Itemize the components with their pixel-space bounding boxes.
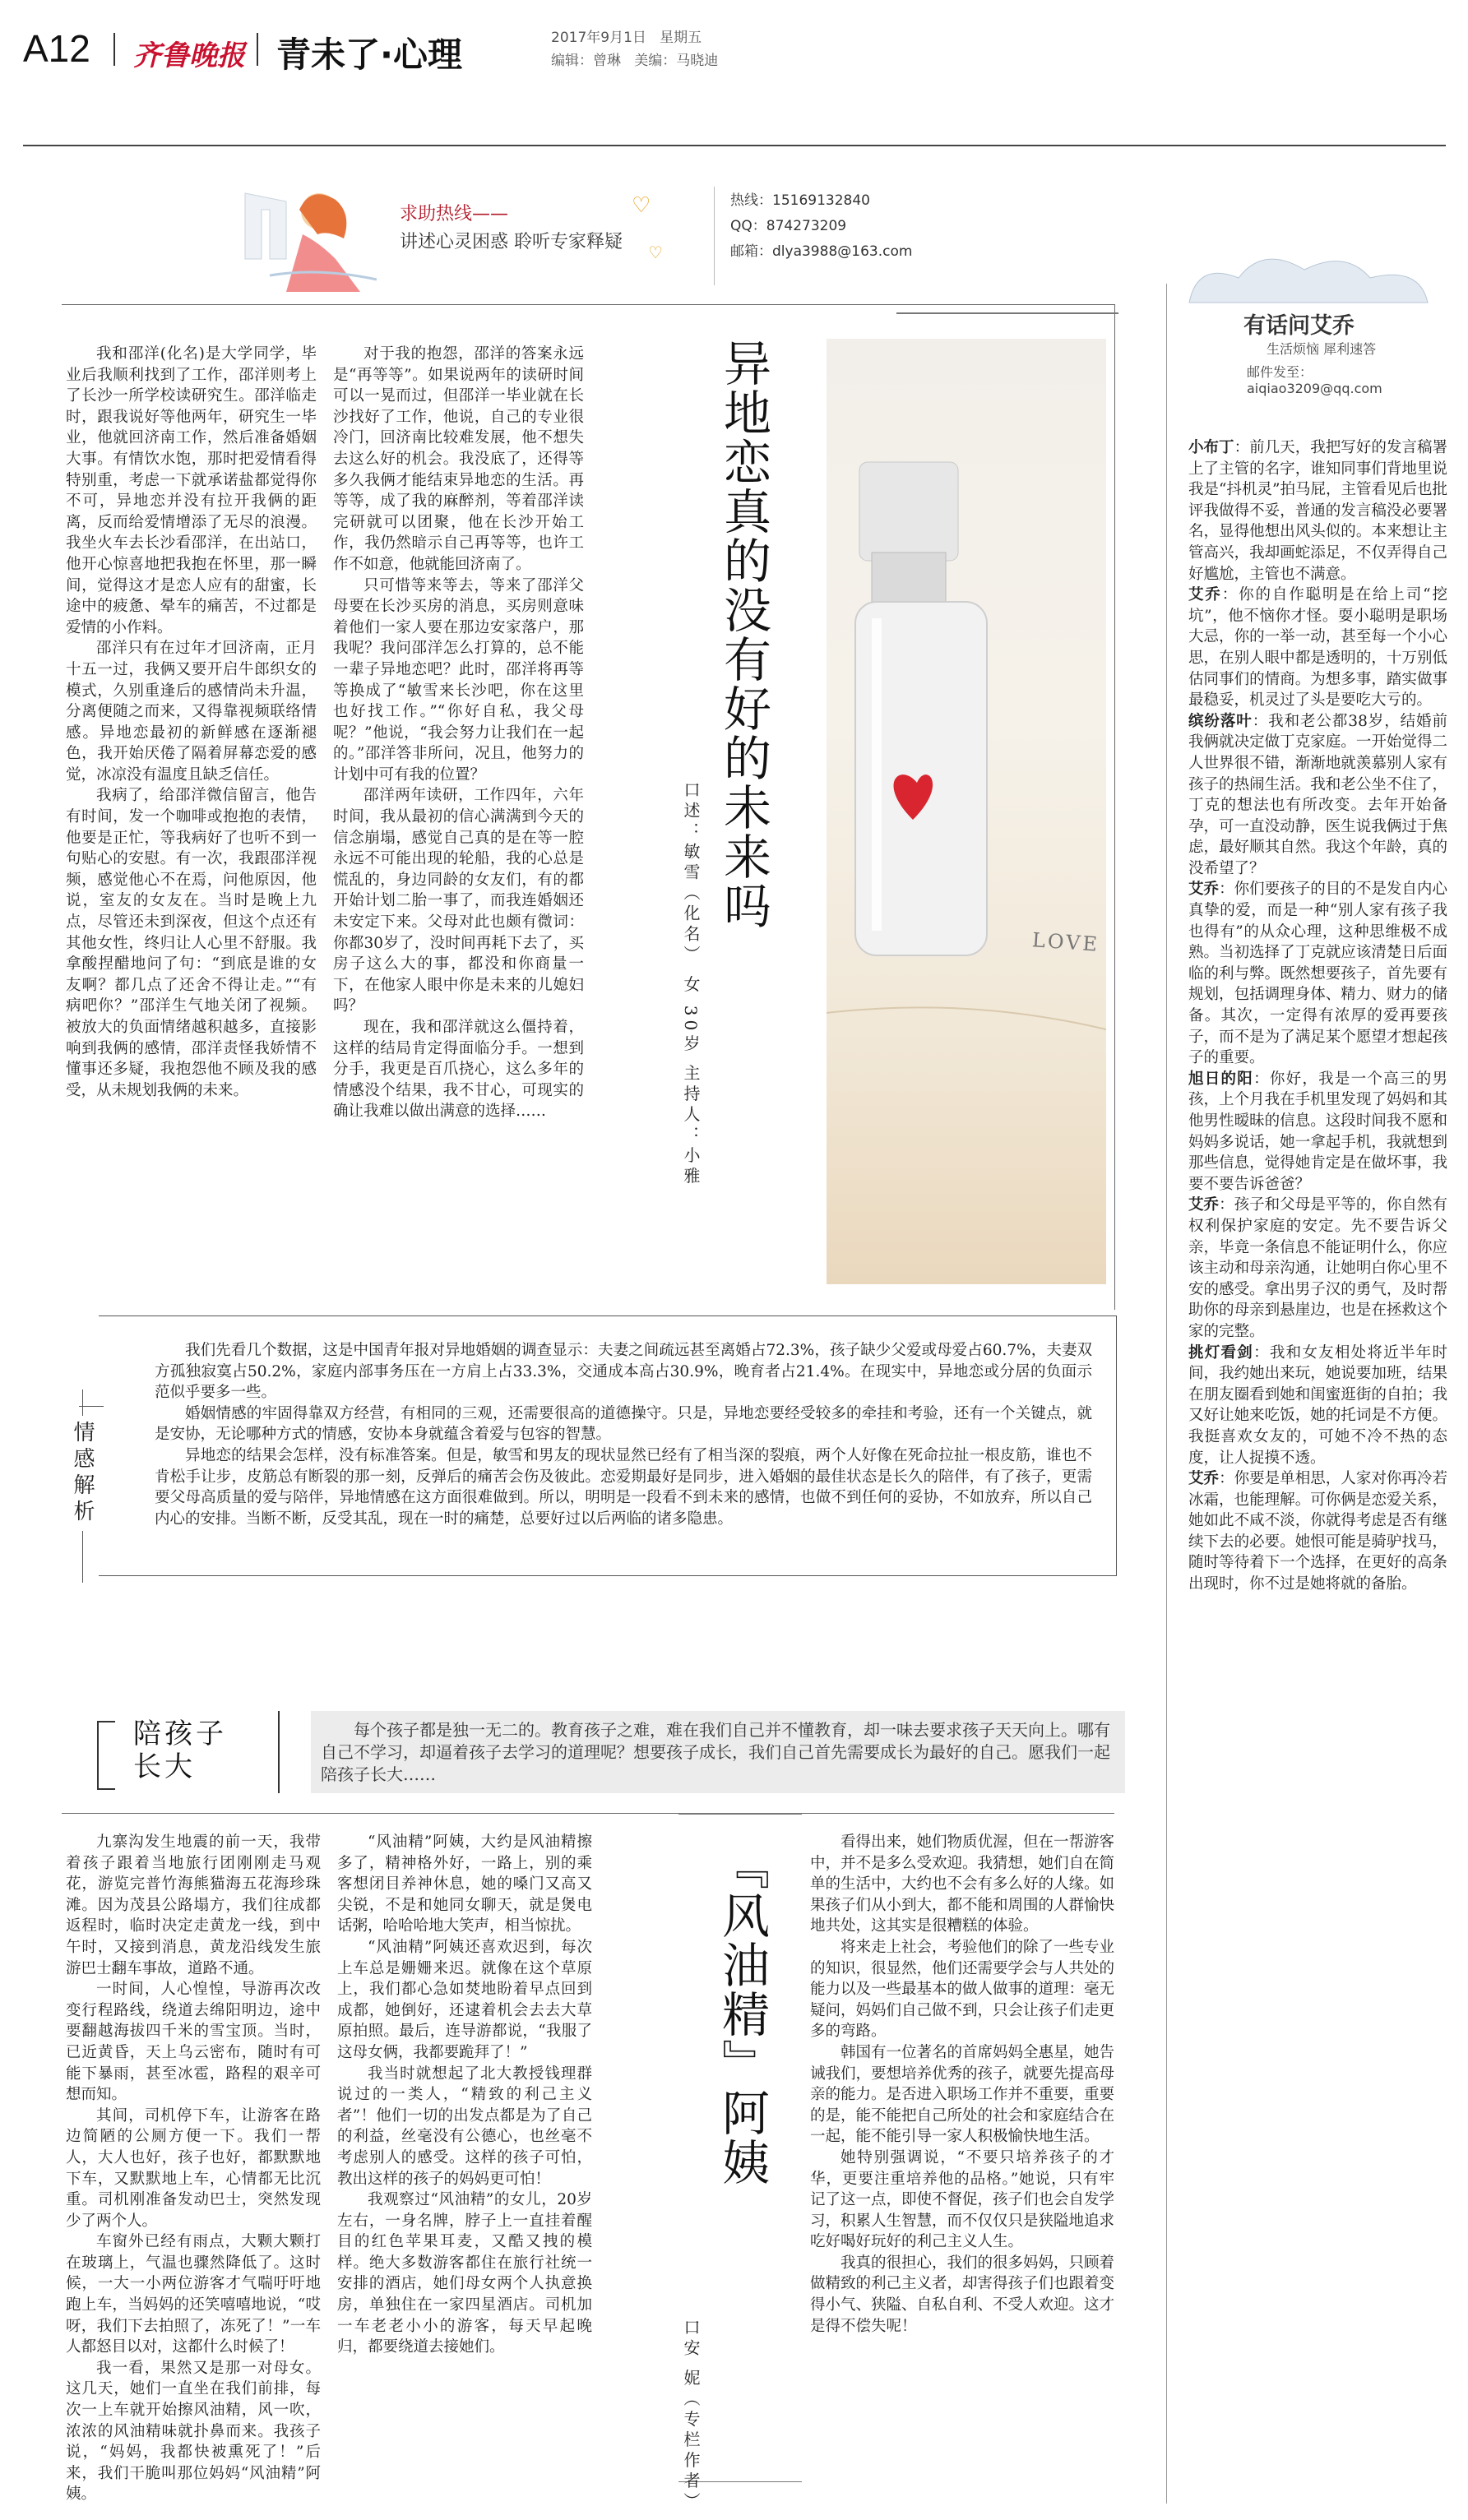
glass-bottle-image [827, 339, 1106, 1284]
heart-icon: ♡ [632, 193, 651, 218]
qa-item: 缤纷落叶：我和老公都38岁，结婚前我俩就决定做丁克家庭。一开始觉得二人世界很不错，渐渐地就羡慕别人家有孩子的热闹生活。我和老公坐不住了，丁克的想法也有所改变。去年开始备孕，可一直没动静，医生说我俩过于焦虑，最好顺其自然。我这个年龄，真的没希望了？ [1188, 712, 1447, 877]
story2-col1 [66, 1832, 321, 2505]
story2-paragraph: 车窗外已经有雨点，大颗大颗打在玻璃上，气温也骤然降低了。这时候，一大一小两位游客才气喘吁吁地跑上车，当妈妈的还笑嘻嘻地说，“哎呀，我们下去拍照了，冻死了！”一车人都怒目以对，这都什么时候了！ [66, 2233, 321, 2356]
story2-paragraph: “风油精”阿姨，大约是风油精擦多了，精神格外好，一路上，别的乘客想闭目养神休息，她的嗓门又高又尖锐，不是和她同女聊天，就是煲电话粥，哈哈哈地大笑声，相当惊扰。 [337, 1833, 592, 1935]
analysis-text [155, 1340, 1092, 1529]
qa-item: 旭日的阳：你好，我是一个高三的男孩，上个月我在手机里发现了妈妈和其他男性暧昧的信息。这段时间我不愿和妈妈多说话，她一拿起手机，我就想到那些信息，觉得她肯定是在做坏事，我要不要告诉爸爸？ [1188, 1070, 1447, 1193]
qa-item: 艾乔：孩子和父母是平等的，你自然有权利保护家庭的安定。先不要告诉父亲，毕竟一条信息不能证明什么，你应该主动和母亲沟通，让她明白你心里不安的感受。拿出男子汉的勇气，及时帮助你的母亲到悬崖边，也是在拯救这个家的完整。 [1188, 1196, 1447, 1340]
story2-paragraph: “风油精”阿姨还喜欢迟到，每次上车总是姗姗来迟。就像在这个草原上，我们都心急如焚地盼着早点回到成都，她倒好，还逮着机会去去大草原拍照。最后，连导游都说，“我服了这母女俩，我都要跪拜了！” [337, 1938, 592, 2061]
story2-paragraph: 看得出来，她们物质优渥，但在一帮游客中，并不是多么受欢迎。我猜想，她们自在简单的生活中，大约也不会有多么好的人缘。如果孩子们从小到大，都不能和周围的人群愉快地共处，这其实是很糟糕的体验。 [810, 1833, 1115, 1935]
parenting-intro: 每个孩子都是独一无二的。教育孩子之难，难在我们自己并不懂教育，却一味去要求孩子天天向上。哪有自己不学习，却逼着孩子去学习的道理呢？想要孩子成长，我们自己首先需要成长为最好的自己。愿我们一起陪孩子长大…… [321, 1720, 1110, 1784]
qa-item: 艾乔：你的自作聪明是在给上司“挖坑”，他不恼你才怪。耍小聪明是职场大忌，你的一举一动，甚至每一个小心思，在别人眼中都是透明的，十万别低估同事们的情商。为想多事，踏实做事最稳妥，机灵过了头是要吃大亏的。 [1188, 586, 1447, 710]
story1-title: 异地恋真的没有好的未来吗 [715, 339, 771, 931]
hotline-subtitle: 讲述心灵困惑 聆听专家释疑 [400, 232, 623, 252]
story1-paragraph: 邵洋两年读研，工作四年，六年时间，我从最初的信心满满到今天的信念崩塌，感觉自己真的是在等一腔永远不可能出现的轮船，我的心总是慌乱的，身边同龄的女友们，有的都开始计划二胎一事了，而我连婚姻还未安定下来。父母对此也颇有微词：你都30岁了，没时间再耗下去了，买房子这么大的事，都没和你商量一下，在他家人眼中你是未来的儿媳妇吗？ [333, 787, 584, 1015]
column-tags: 生活烦恼 犀利速答 [1267, 341, 1377, 357]
story2-paragraph: 我真的很担心，我们的很多妈妈，只顾着做精致的利己主义者，却害得孩子们也跟着变得小气、狭隘、自私自利、不受人欢迎。这才是得不偿失呢！ [810, 2254, 1115, 2335]
parenting-label: 陪孩子长大 [133, 1718, 227, 1783]
parenting-banner [97, 1706, 1121, 1801]
sidebar-header [1174, 238, 1446, 428]
analysis-label: 情感解析 [67, 1416, 98, 1531]
sidebar-divider [1166, 284, 1167, 2504]
story1-paragraph: 我病了，给邵洋微信留言，他告有时间，发一个咖啡或抱抱的表情，他要是正忙，等我病好了也听不到一句贴心的安慰。有一次，我跟邵洋视频，感觉他心不在焉，问他原因，他说，室友的女友在。当时是晚上九点，尽管还未到深夜，但这个点还有其他女性，终归让人心里不舒服。我拿酸捏醋地问了句：“到底是谁的女友啊？都几点了还舍不得让走。”“有病吧你？”邵洋生气地关闭了视频。被放大的负面情绪越积越多，直接影响到我俩的感情，邵洋责怪我娇情不懂事还多疑，我抱怨他不顾及我的感受，从未规划我俩的未来。 [66, 787, 317, 1099]
hotline-qq: QQ：874273209 [730, 218, 847, 234]
story1-photo [827, 339, 1106, 1284]
story1-paragraph: 只可惜等来等去，等来了邵洋父母要在长沙买房的消息，买房则意味着他们一家人要在那边安家落户，那我呢？我问邵洋怎么打算的，总不能一辈子异地恋吧？此时，邵洋将再等等换成了“敏雪来长沙吧，你在这里也好找工作。”“你好自私，我父母呢？”他说，“我会努力让我们在一起的。”邵洋答非所问，况且，他努力的计划中可有我的位置？ [333, 576, 584, 784]
analysis-paragraph: 异地恋的结果会怎样，没有标准答案。但是，敏雪和男友的现状显然已经有了相当深的裂痕，两个人好像在死命拉扯一根皮筋，谁也不肯松手让步，皮筋总有断裂的那一刻，反弹后的痛苦会伤及彼此。恋爱期最好是同步，进入婚姻的最佳状态是长久的陪伴，有了孩子，更需要父母高质量的爱与陪伴，异地情感在这方面很难做到。所以，明明是一段看不到未来的感情，也做不到任何的妥协，不如放弃，所以自己内心的安排。当断不断，反受其乱，现在一时的痛楚，总要好过以后两临的诸多隐患。 [155, 1446, 1092, 1528]
masthead-rule [23, 145, 1446, 146]
story1-byline: 口述：敏雪（化名） 女 30岁 主持人：小雅 [681, 781, 701, 1188]
analysis-paragraph: 婚姻情感的牢固得靠双方经营，有相同的三观，还需要很高的道德操守。只是，异地恋要经受较多的牵挂和考验，还有一个关键点，就是安协，无论哪种方式的情感，安协本身就蕴含着爱与包容的智慧。 [155, 1404, 1092, 1444]
newspaper-logo: 齐鲁晚报 [133, 39, 245, 72]
masthead [0, 0, 1468, 82]
story1-paragraph: 对于我的抱怨，邵洋的答案永远是“再等等”。如果说两年的读研时间可以一晃而过，但邵洋一毕业就在长沙找好了工作，他说，自己的专业很冷门，回济南比较难发展，他不想失去这么好的机会。我没底了，还得等多久我俩才能结束异地恋的生活。再等等，成了我的麻醉剂，等着邵洋读完研就可以团聚，他在长沙开始工作，我仍然暗示自己再等等，也许工作不如意，他就能回济南了。 [333, 345, 584, 573]
story2-paragraph: 我观察过“风油精”的女儿，20岁左右，一身名牌，脖子上一直挂着醒目的红色苹果耳麦，又酷又拽的模样。绝大多数游客都住在旅行社统一安排的酒店，她们母女两个人执意换房，单独住在一家四星酒店。司机加一车老老小小的游客，每天早起晚归，都要绕道去接她们。 [337, 2191, 592, 2356]
qa-item: 小布丁：前几天，我把写好的发言稿署上了主管的名字，谁知同事们背地里说我是“抖机灵”拍马屁，主管看见后也批评我做得不妥，普通的发言稿没必要署名，显得他想出风头似的。本来想让主管高兴，我却画蛇添足，不仅弄得自己好尴尬，主管也不满意。 [1188, 439, 1447, 583]
analysis-paragraph: 我们先看几个数据，这是中国青年报对异地婚姻的调查显示：夫妻之间疏远甚至离婚占72.3%，孩子缺少父爱或母爱占60.7%，夫妻双方孤独寂寞占50.2%，家庭内部事务压在一方肩上占33.3%，交通成本高占30.9%，晚育者占21.4%。在现实中，异地恋或分居的负面示范似乎要多一些。 [155, 1342, 1092, 1402]
story1-col2 [333, 344, 584, 1122]
story2-paragraph: 她特别强调说，“不要只培养孩子的才华，更要注重培养他的品格。”她说，只有牢记了这一点，即使不督促，孩子们也会自发学习，积累人生智慧，而不仅仅只是狭隘地追求吃好喝好玩好的利己主义人生。 [810, 2148, 1115, 2251]
qa-item: 挑灯看剑：我和女友相处将近半年时间，我约她出来玩，她说要加班，结果在朋友圈看到她和闺蜜逛街的自拍；我又好让她来吃饭，她的托词是不方便。我挺喜欢女友的，可她不冷不热的态度，让人捉摸不透。 [1188, 1343, 1447, 1467]
issue-date: 2017年9月1日 [551, 30, 646, 46]
story1-paragraph: 现在，我和邵洋就这么僵持着，这样的结局肯定得面临分手。一想到分手，我更是百爪挠心，这么多年的情感没个结果，我不甘心，可现实的确让我难以做出满意的选择…… [333, 1019, 584, 1121]
photo-love-text: LOVE [1031, 928, 1100, 956]
column-title: 有话问艾乔 [1243, 313, 1355, 339]
cloud-icon [1181, 245, 1444, 311]
story2-paragraph: 将来走上社会，考验他们的除了一些专业的知识，很显然，他们还需要学会与人共处的能力以及一些最基本的做人做事的道理：毫无疑问，妈妈们自己做不到，只会让孩子们走更多的弯路。 [810, 1938, 1115, 2041]
hotline-banner [220, 177, 1010, 300]
hotline-title: 求助热线—— [400, 204, 509, 224]
story2-paragraph: 一时间，人心惶惶，导游再次改变行程路线，绕道去绵阳明边，途中要翻越海拔四千米的雪宝顶。当时，已近黄昏，天上乌云密布，随时有可能下暴雨，甚至冰雹，路程的艰辛可想而知。 [66, 1981, 321, 2104]
hotline-phone: 热线：15169132840 [730, 192, 870, 209]
story2-col3 [810, 1832, 1114, 2337]
story2-paragraph: 我当时就想起了北大教授钱理群说过的一类人，“精致的利己主义者”！他们一切的出发点都是为了自己的利益，丝毫没有公德心，也丝毫不考虑别人的感受。这样的孩子可怕，教出这样的孩子的妈妈更可怕！ [337, 2065, 592, 2188]
editor-credit: 编辑：曾琳 [551, 53, 621, 69]
story1-paragraph: 我和邵洋(化名)是大学同学，毕业后我顺利找到了工作，邵洋则考上了长沙一所学校读研究生。邵洋临走时，跟我说好等他两年，研究生一毕业，他就回济南工作，然后准备婚姻大事。有情饮水饱，那时把爱情看得特别重，考虑一下就承诺盐都觉得你不可，异地恋并没有拉开我俩的距离，反而给爱情增添了无尽的浪漫。我坐火车去长沙看邵洋，在出站口，他开心惊喜地把我抱在怀里，那一瞬间，觉得这才是恋人应有的甜蜜，长途中的疲惫、晕车的痛苦，不过都是爱情的小作料。 [66, 345, 317, 636]
story1-col1 [66, 344, 317, 1101]
page-number: A12 [23, 27, 90, 70]
issue-weekday: 星期五 [660, 30, 702, 46]
girl-illustration-icon [220, 177, 385, 300]
story2-paragraph: 我一看，果然又是那一对母女。这几天，她们一直坐在我们前排，每次一上车就开始擦风油精，风一吹，浓浓的风油精味就扑鼻而来。我孩子说，“妈妈，我都快被熏死了！”后来，我们干脆叫那位妈妈“风油精”阿姨。 [66, 2359, 321, 2504]
story2-title: 『风油精』阿姨 [714, 1842, 770, 2187]
qa-item: 艾乔：你们要孩子的目的不是发自内心真挚的爱，而是一种“别人家有孩子我也得有”的从众心理，这种思维极不成熟。当初选择了丁克就应该清楚日后面临的利与弊。既然想要孩子，首先要有规划，包括调理身体、精力、财力的储备。其次，一定得有浓厚的爱再要孩子，而不是为了满足某个愿望才想起孩子的重要。 [1188, 881, 1447, 1067]
qa-item: 艾乔：你要是单相思，人家对你再冷若冰霜，也能理解。可你俩是恋爱关系，她如此不咸不淡，你就得考虑是否有继续下去的必要。她恨可能是骑驴找马，随时等待着下一个选择，在更好的高条出现时，你不过是她将就的备胎。 [1188, 1470, 1447, 1593]
qa-list [1188, 437, 1447, 1595]
story2-paragraph: 韩国有一位著名的首席妈妈全惠星，她告诫我们，要想培养优秀的孩子，就要先提高母亲的能力。是否进入职场工作并不重要，重要的是，能不能把自己所处的社会和家庭结合在一起，能不能引导一家人积极愉快地生活。 [810, 2043, 1115, 2146]
heart-icon: ♡ [648, 243, 663, 262]
story2-paragraph: 其间，司机停下车，让游客在路边简陋的公厕方便一下。我们一帮人，大人也好，孩子也好，都默默地下车，又默默地上车，心情都无比沉重。司机刚准备发动巴士，突然发现少了两个人。 [66, 2106, 321, 2230]
designer-credit: 美编：马晓迪 [634, 53, 719, 69]
story2-paragraph: 九寨沟发生地震的前一天，我带着孩子跟着当地旅行团刚刚走马观花，游览完普竹海熊猫海五花海珍珠滩。因为茂县公路塌方，我们往成都返程时，临时决定走黄龙一线，到中午时，又接到消息，黄龙沿线发生旅游巴士翻车事故，道路不通。 [66, 1833, 321, 1977]
section-title: 青未了·心理 [276, 35, 462, 75]
story1-paragraph: 邵洋只有在过年才回济南，正月十五一过，我俩又要开启牛郎织女的模式，久别重逢后的感情尚未升温，分离便随之而来，又得靠视频联络情感。异地恋最初的新鲜感在逐渐褪色，我开始厌倦了隔着屏幕恋爱的感觉，冰凉没有温度且缺乏信任。 [66, 640, 317, 784]
hotline-email: 邮箱：dlya3988@163.com [730, 243, 913, 260]
story2-byline: 口安 妮（专栏作者） [681, 2319, 701, 2513]
story2-col2 [337, 1832, 592, 2358]
column-email: 邮件发至：aiqiao3209@qq.com [1247, 364, 1382, 396]
